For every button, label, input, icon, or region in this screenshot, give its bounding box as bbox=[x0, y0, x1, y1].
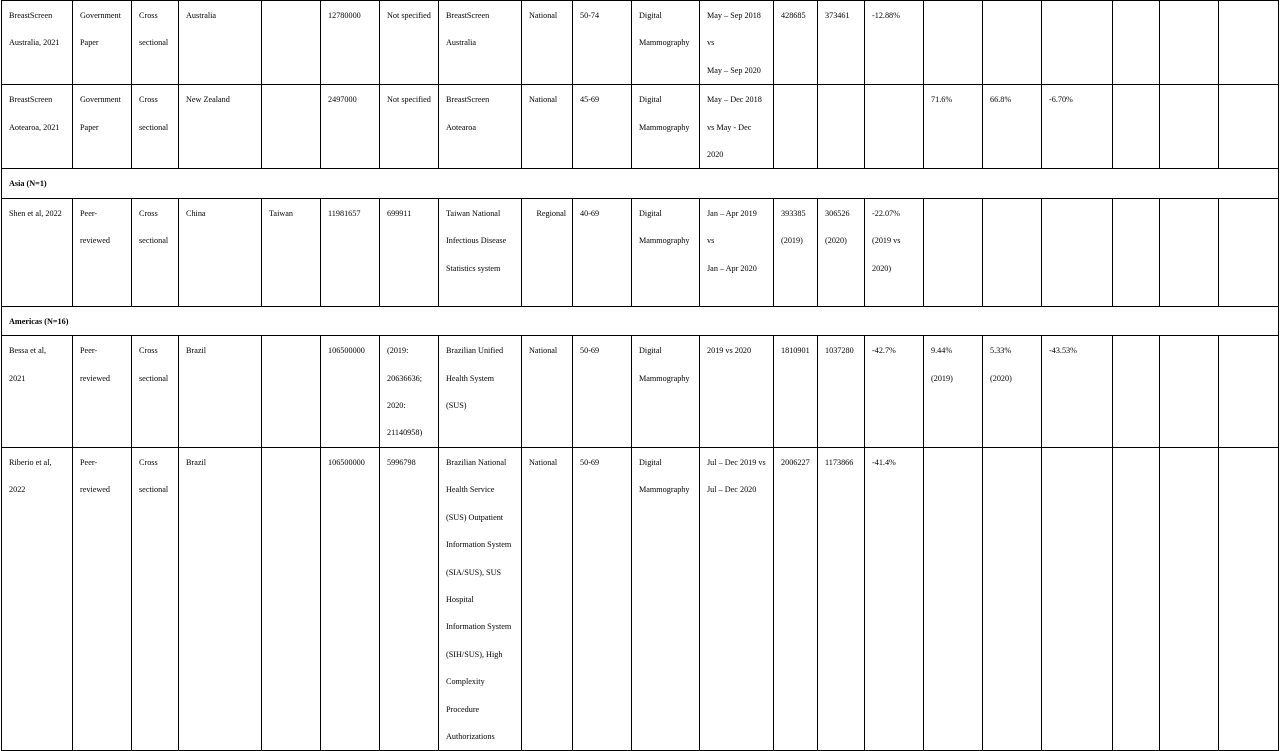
cell-r2: 5.33% (2020) bbox=[983, 336, 1042, 448]
cell-age: 50-74 bbox=[573, 1, 632, 85]
cell-design: Cross sectional bbox=[132, 198, 179, 306]
table-row bbox=[2, 447, 1279, 750]
cell-rchange bbox=[1042, 198, 1113, 306]
cell-age: 50-69 bbox=[573, 336, 632, 448]
cell-sample: 699911 bbox=[380, 198, 439, 306]
cell-empty bbox=[1219, 1, 1279, 85]
cell-source: BreastScreen Australia bbox=[439, 1, 522, 85]
cell-age: 50-69 bbox=[573, 447, 632, 750]
cell-n2: 306526 (2020) bbox=[818, 198, 865, 306]
cell-pop: 11981657 bbox=[321, 198, 380, 306]
cell-level: Regional bbox=[522, 198, 573, 306]
cell-pop: 106500000 bbox=[321, 447, 380, 750]
cell-country: New Zealand bbox=[179, 85, 262, 169]
cell-country: Brazil bbox=[179, 447, 262, 750]
cell-modality: Digital Mammography bbox=[632, 336, 700, 448]
cell-empty bbox=[1113, 198, 1160, 306]
cell-empty bbox=[1160, 85, 1219, 169]
cell-empty bbox=[1160, 447, 1219, 750]
cell-modality: Digital Mammography bbox=[632, 1, 700, 85]
cell-empty bbox=[1113, 336, 1160, 448]
cell-sample: Not specified bbox=[380, 85, 439, 169]
cell-n1: 393385 (2019) bbox=[774, 198, 818, 306]
cell-design: Cross sectional bbox=[132, 447, 179, 750]
cell-study: BreastScreen Aotearoa, 2021 bbox=[2, 85, 73, 169]
cell-change: -12.88% bbox=[865, 1, 924, 85]
section-header-row bbox=[2, 169, 1279, 198]
cell-sample: 5996798 bbox=[380, 447, 439, 750]
cell-empty bbox=[1219, 198, 1279, 306]
cell-design: Cross sectional bbox=[132, 336, 179, 448]
table-row bbox=[2, 1, 1279, 85]
cell-period: May – Sep 2018 vs May – Sep 2020 bbox=[700, 1, 774, 85]
cell-rchange bbox=[1042, 447, 1113, 750]
cell-type: Peer- reviewed bbox=[73, 447, 132, 750]
cell-n1: 1810901 bbox=[774, 336, 818, 448]
cell-period: Jan – Apr 2019 vs Jan – Apr 2020 bbox=[700, 198, 774, 306]
cell-type: Government Paper bbox=[73, 1, 132, 85]
table-row bbox=[2, 85, 1279, 169]
cell-r1: 9.44% (2019) bbox=[924, 336, 983, 448]
cell-country: Australia bbox=[179, 1, 262, 85]
cell-region bbox=[262, 85, 321, 169]
cell-empty bbox=[1113, 447, 1160, 750]
cell-level: National bbox=[522, 447, 573, 750]
cell-r2 bbox=[983, 1, 1042, 85]
cell-change bbox=[865, 85, 924, 169]
cell-empty bbox=[1160, 336, 1219, 448]
cell-period: Jul – Dec 2019 vs Jul – Dec 2020 bbox=[700, 447, 774, 750]
cell-source: Brazilian Unified Health System (SUS) bbox=[439, 336, 522, 448]
cell-change: -42.7% bbox=[865, 336, 924, 448]
cell-n1: 2006227 bbox=[774, 447, 818, 750]
cell-n1 bbox=[774, 85, 818, 169]
cell-n2: 373461 bbox=[818, 1, 865, 85]
table-row bbox=[2, 198, 1279, 306]
cell-country: Brazil bbox=[179, 336, 262, 448]
cell-period: May – Dec 2018 vs May - Dec 2020 bbox=[700, 85, 774, 169]
cell-r2 bbox=[983, 447, 1042, 750]
cell-age: 40-69 bbox=[573, 198, 632, 306]
cell-r2 bbox=[983, 198, 1042, 306]
cell-rchange: -43.53% bbox=[1042, 336, 1113, 448]
cell-empty bbox=[1113, 85, 1160, 169]
cell-empty bbox=[1160, 198, 1219, 306]
cell-modality: Digital Mammography bbox=[632, 85, 700, 169]
section-label: Asia (N=1) bbox=[2, 169, 1279, 198]
cell-source: BreastScreen Aotearoa bbox=[439, 85, 522, 169]
cell-modality: Digital Mammography bbox=[632, 198, 700, 306]
cell-n1: 428685 bbox=[774, 1, 818, 85]
cell-rchange: -6.70% bbox=[1042, 85, 1113, 169]
cell-period: 2019 vs 2020 bbox=[700, 336, 774, 448]
cell-region bbox=[262, 447, 321, 750]
cell-r1 bbox=[924, 447, 983, 750]
cell-r2: 66.8% bbox=[983, 85, 1042, 169]
cell-pop: 12780000 bbox=[321, 1, 380, 85]
cell-source: Brazilian National Health Service (SUS) Outpatient Information System (SIA/SUS), SUS Hospital Information System (SIH/SUS), High Complexity Procedure Authorizations bbox=[439, 447, 522, 750]
section-header-row bbox=[2, 306, 1279, 335]
cell-empty bbox=[1219, 447, 1279, 750]
cell-region bbox=[262, 1, 321, 85]
cell-country: China bbox=[179, 198, 262, 306]
cell-level: National bbox=[522, 336, 573, 448]
cell-type: Government Paper bbox=[73, 85, 132, 169]
cell-source: Taiwan National Infectious Disease Statistics system bbox=[439, 198, 522, 306]
cell-pop: 106500000 bbox=[321, 336, 380, 448]
cell-level: National bbox=[522, 85, 573, 169]
cell-study: BreastScreen Australia, 2021 bbox=[2, 1, 73, 85]
table-row bbox=[2, 336, 1279, 448]
cell-study: Riberio et al, 2022 bbox=[2, 447, 73, 750]
cell-modality: Digital Mammography bbox=[632, 447, 700, 750]
studies-table bbox=[1, 0, 1279, 751]
cell-n2: 1037280 bbox=[818, 336, 865, 448]
cell-type: Peer- reviewed bbox=[73, 336, 132, 448]
cell-pop: 2497000 bbox=[321, 85, 380, 169]
cell-level: National bbox=[522, 1, 573, 85]
cell-empty bbox=[1113, 1, 1160, 85]
cell-n2: 1173866 bbox=[818, 447, 865, 750]
cell-sample: (2019: 20636636; 2020: 21140958) bbox=[380, 336, 439, 448]
cell-n2 bbox=[818, 85, 865, 169]
cell-sample: Not specified bbox=[380, 1, 439, 85]
section-label: Americas (N=16) bbox=[2, 306, 1279, 335]
cell-r1: 71.6% bbox=[924, 85, 983, 169]
cell-change: -22.07% (2019 vs 2020) bbox=[865, 198, 924, 306]
cell-r1 bbox=[924, 1, 983, 85]
cell-type: Peer- reviewed bbox=[73, 198, 132, 306]
cell-empty bbox=[1219, 85, 1279, 169]
cell-change: -41.4% bbox=[865, 447, 924, 750]
cell-region bbox=[262, 336, 321, 448]
cell-age: 45-69 bbox=[573, 85, 632, 169]
cell-design: Cross sectional bbox=[132, 85, 179, 169]
cell-study: Shen et al, 2022 bbox=[2, 198, 73, 306]
cell-rchange bbox=[1042, 1, 1113, 85]
cell-region: Taiwan bbox=[262, 198, 321, 306]
cell-empty bbox=[1160, 1, 1219, 85]
cell-design: Cross sectional bbox=[132, 1, 179, 85]
cell-r1 bbox=[924, 198, 983, 306]
cell-study: Bessa et al, 2021 bbox=[2, 336, 73, 448]
cell-empty bbox=[1219, 336, 1279, 448]
